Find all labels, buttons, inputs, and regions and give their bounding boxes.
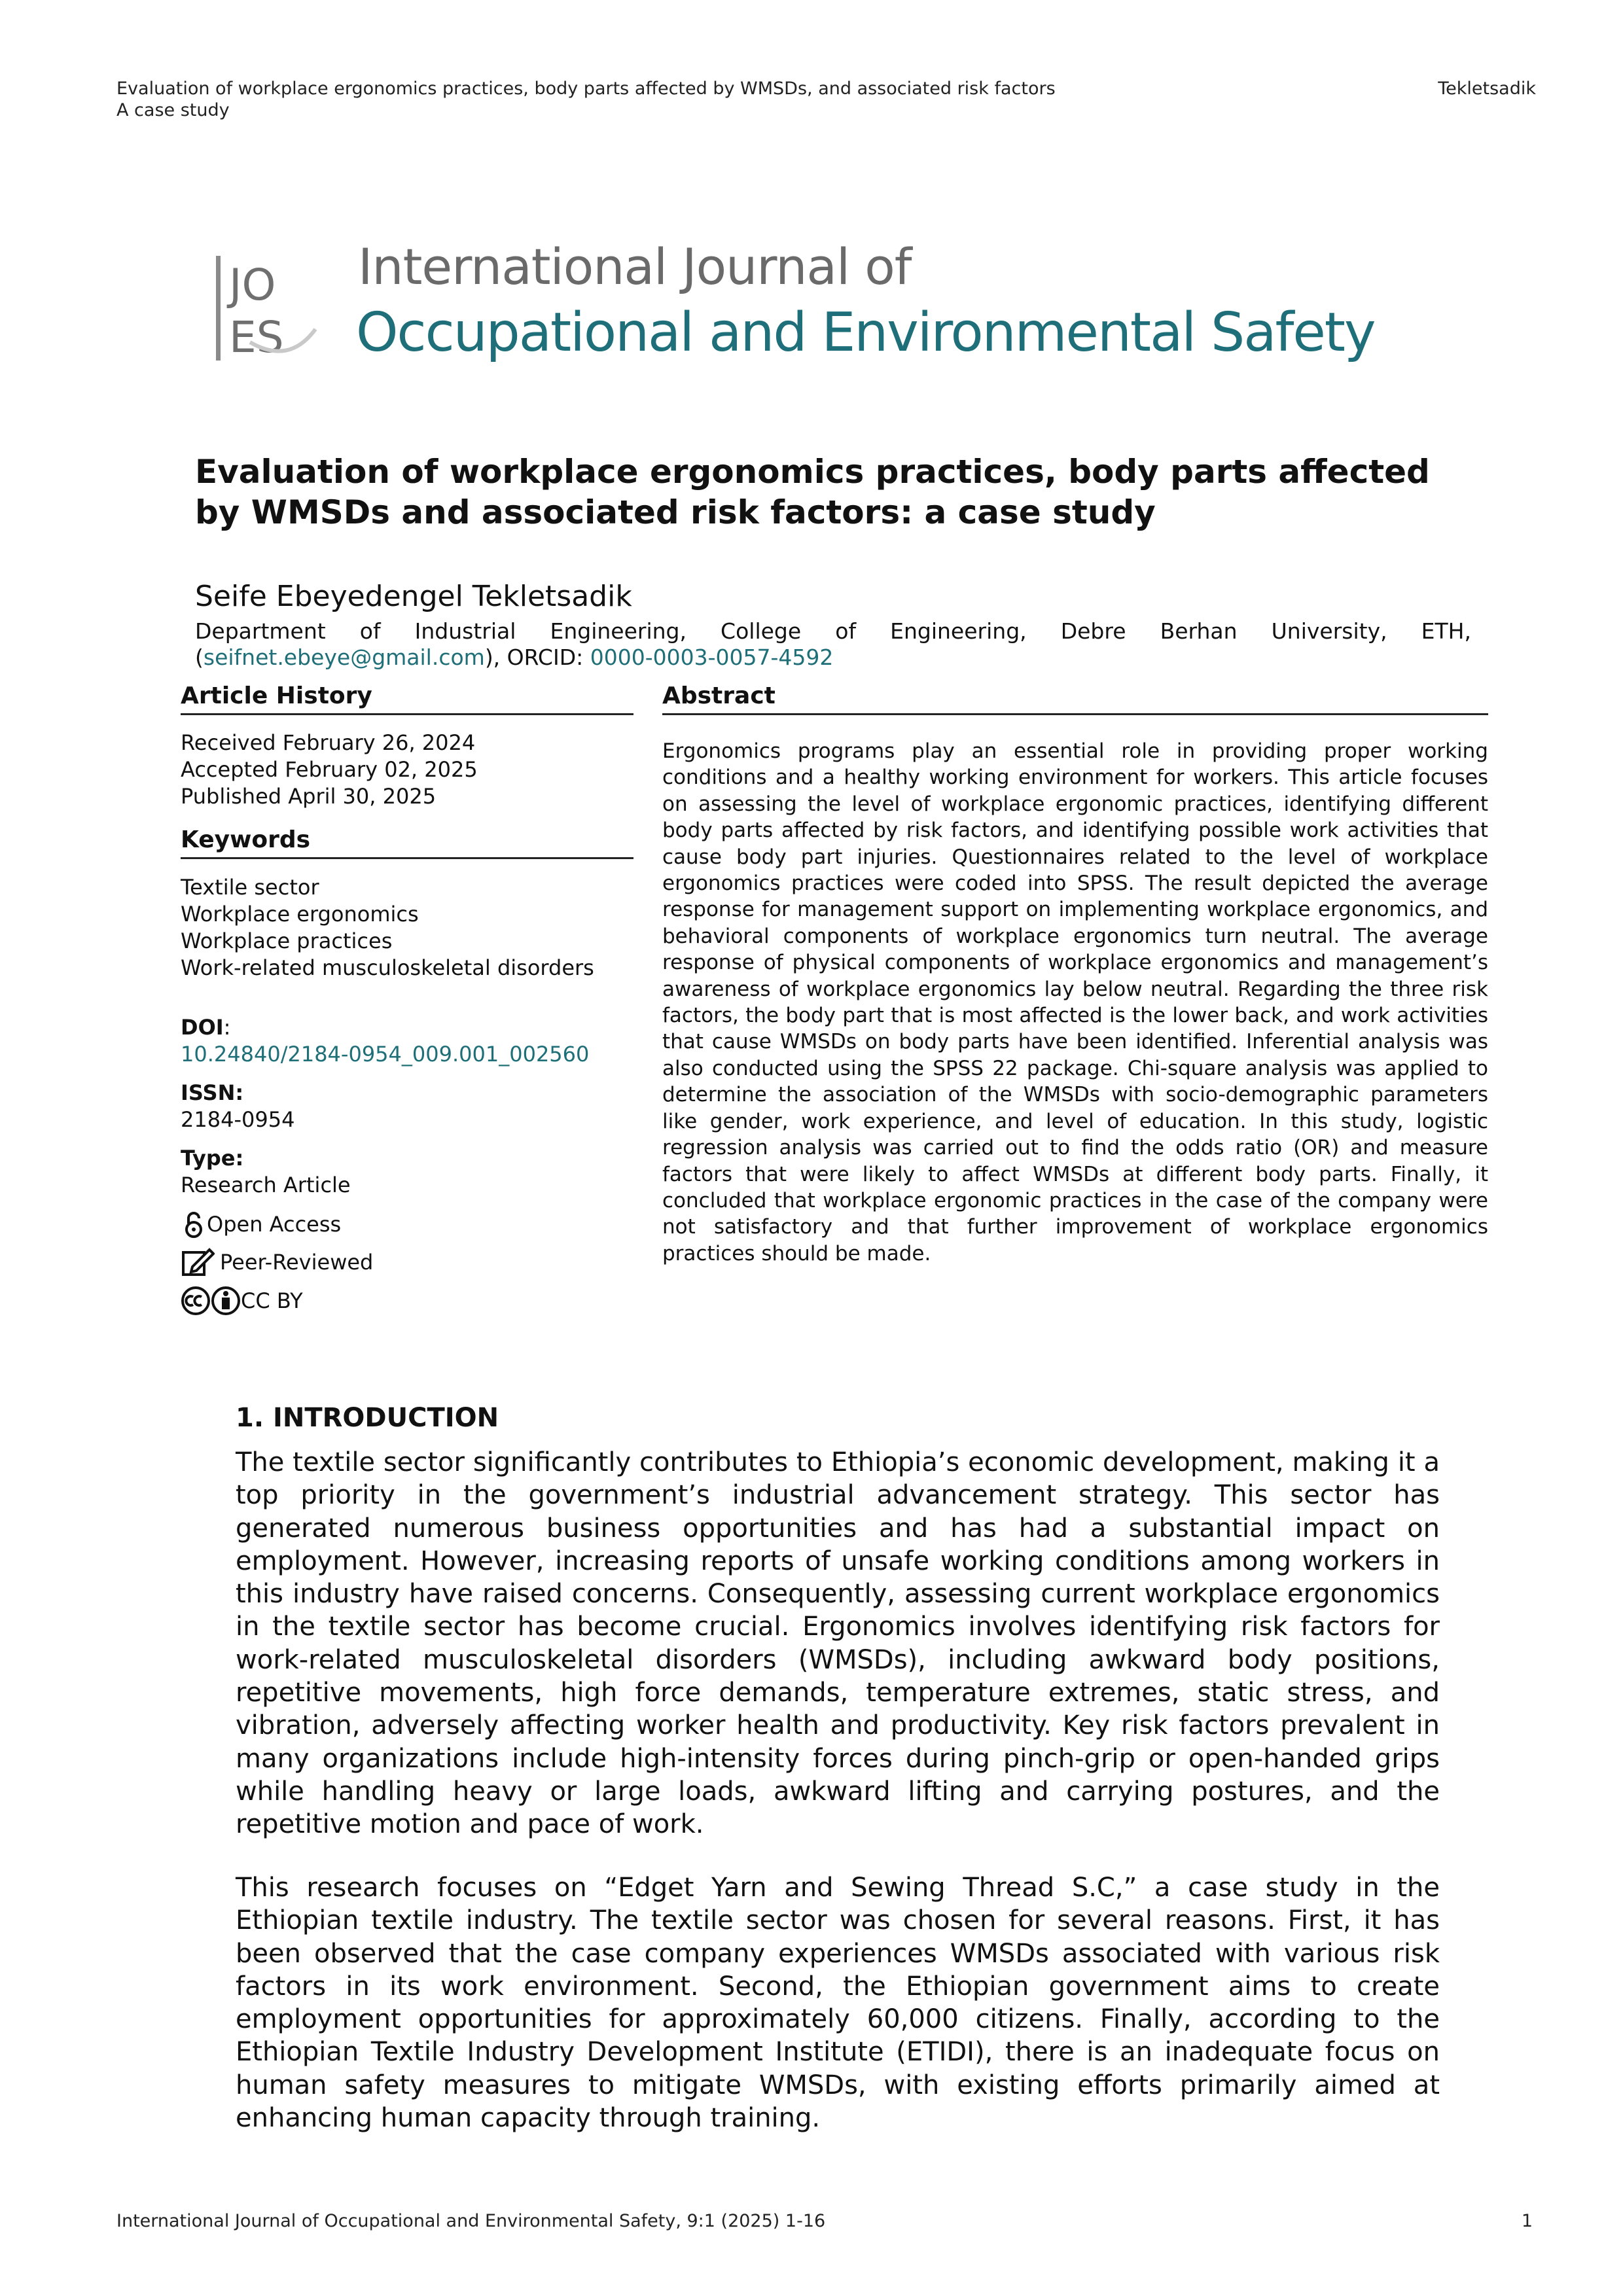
footer-citation: International Journal of Occupational and Environmental Safety, 9:1 (2025) 1-16	[116, 2211, 826, 2231]
peer-reviewed-badge	[181, 1247, 373, 1277]
journal-name-line1: International Journal of	[358, 238, 912, 296]
introduction-paragraph-1: The textile sector significantly contributes to Ethiopia’s economic development, making it a top priority in the government’s industrial advancement strategy. This sector has generated numerous business opportunities and has had a substantial impact on employment. However, increasing reports of unsafe working conditions among workers in this industry have raised concerns. Consequently, assessing current workplace ergonomics in the textile sector has become crucial. Ergonomics involves identifying risk factors for work-related musculoskeletal disorders (WMSDs), including awkward body positions, repetitive movements, high force demands, temperature extremes, static stress, and vibration, adversely affecting worker health and productivity. Key risk factors prevalent in many organizations include high-intensity forces during pinch-grip or open-handed grips while handling heavy or large loads, awkward lifting and carrying postures, and the repetitive motion and pace of work.	[236, 1447, 1440, 1840]
type-block	[181, 1145, 351, 1199]
abstract-rule	[662, 713, 1488, 715]
doi-block: DOI: 10.24840/2184-0954_009.001_002560	[181, 1015, 590, 1067]
journal-logo	[211, 251, 322, 365]
creative-commons-icon	[181, 1286, 211, 1316]
running-header-title: Evaluation of workplace ergonomics practices, body parts affected by WMSDs, and associated risk factors	[116, 79, 1056, 99]
running-header-subtitle: A case study	[116, 100, 230, 120]
page-number: 1	[1521, 2211, 1533, 2231]
keyword-item: Workplace practices	[181, 928, 393, 953]
introduction-heading: 1. INTRODUCTION	[236, 1403, 499, 1433]
open-lock-icon	[181, 1210, 207, 1238]
article-history-rule	[181, 713, 633, 715]
article-history	[181, 730, 478, 810]
journal-banner	[211, 205, 1480, 401]
author-name: Seife Ebeyedengel Tekletsadik	[195, 580, 632, 613]
doi-link[interactable]: 10.24840/2184-0954_009.001_002560	[181, 1042, 590, 1067]
author-email-link[interactable]: seifnet.ebeye@gmail.com	[203, 645, 485, 670]
open-access-label: Open Access	[207, 1212, 342, 1237]
orcid-link[interactable]: 0000-0003-0057-4592	[590, 645, 834, 670]
logo-jo-text: JO	[229, 260, 276, 310]
type-label: Type:	[181, 1146, 244, 1171]
peer-reviewed-label: Peer-Reviewed	[220, 1250, 374, 1275]
keywords-heading: Keywords	[181, 826, 311, 853]
issn-block	[181, 1080, 294, 1133]
orcid-label: ORCID:	[507, 645, 584, 670]
accepted-date: Accepted February 02, 2025	[181, 757, 478, 782]
doi-label: DOI	[181, 1015, 224, 1040]
issn-label: ISSN:	[181, 1080, 244, 1105]
author-contact: (seifnet.ebeye@gmail.com), ORCID: 0000-0003-0057-4592	[195, 645, 834, 670]
open-access-badge	[181, 1210, 341, 1238]
article-title: Evaluation of workplace ergonomics practices, body parts affected by WMSDs and associated risk factors: a case study	[195, 453, 1430, 531]
keyword-item: Workplace ergonomics	[181, 902, 419, 927]
running-header	[116, 78, 1056, 121]
abstract-text: Ergonomics programs play an essential role in providing proper working conditions and a healthy working environment for workers. This article focuses on assessing the level of workplace ergonomic practices, identifying different body parts affected by risk factors, and identifying possible work activities that cause body part injuries. Questionnaires related to the level of workplace ergonomics practices were coded into SPSS. The result depicted the average response for management support on implementing workplace ergonomics, and behavioral components of workplace ergonomics turn neutral. The average response of physical components of workplace ergonomics and management’s awareness of workplace ergonomics lay below neutral. Regarding the three risk factors, the body part that is most affected is the lower back, and work activities that cause WMSDs on body parts have been identified. Inferential analysis was also conducted using the SPSS 22 package. Chi-square analysis was applied to determine the association of the WMSDs with socio-demographic parameters like gender, work experience, and level of education. In this study, logistic regression analysis was carried out to find the odds ratio (OR) and measure factors that were likely to affect WMSDs at different body parts. Finally, it concluded that workplace ergonomic practices in the case of the company were not satisfactory and that further improvement of workplace ergonomics practices should be made.	[662, 739, 1488, 1265]
type-value: Research Article	[181, 1173, 351, 1197]
published-date: Published April 30, 2025	[181, 784, 437, 809]
edit-icon	[181, 1247, 215, 1277]
introduction-paragraph-2: This research focuses on “Edget Yarn and Sewing Thread S.C,” a case study in the Ethiopian textile industry. The textile sector was chosen for several reasons. First, it has been observed that the case company experiences WMSDs associated with various risk factors in its work environment. Second, the Ethiopian government aims to create employment opportunities for approximately 60,000 citizens. Finally, according to the Ethiopian Textile Industry Development Institute (ETIDI), there is an inadequate focus on human safety measures to mitigate WMSDs, with existing efforts primarily aimed at enhancing human capacity through training.	[236, 1873, 1440, 2134]
keywords-list	[181, 874, 594, 981]
abstract-heading: Abstract	[662, 682, 776, 709]
logo-es-text: ES	[229, 312, 284, 362]
received-date: Received February 26, 2024	[181, 730, 476, 755]
keyword-item: Work-related musculoskeletal disorders	[181, 955, 594, 980]
issn-value: 2184-0954	[181, 1107, 295, 1132]
license-badge	[181, 1286, 303, 1316]
keyword-item: Textile sector	[181, 875, 319, 900]
keywords-rule	[181, 857, 633, 859]
journal-name-line2: Occupational and Environmental Safety	[356, 302, 1375, 364]
running-header-author: Tekletsadik	[1438, 79, 1536, 99]
attribution-icon	[211, 1286, 241, 1316]
article-history-heading: Article History	[181, 682, 372, 709]
author-affiliation: Department of Industrial Engineering, College of Engineering, Debre Berhan University, ETH,	[195, 618, 1471, 644]
license-label: CC BY	[241, 1288, 303, 1313]
